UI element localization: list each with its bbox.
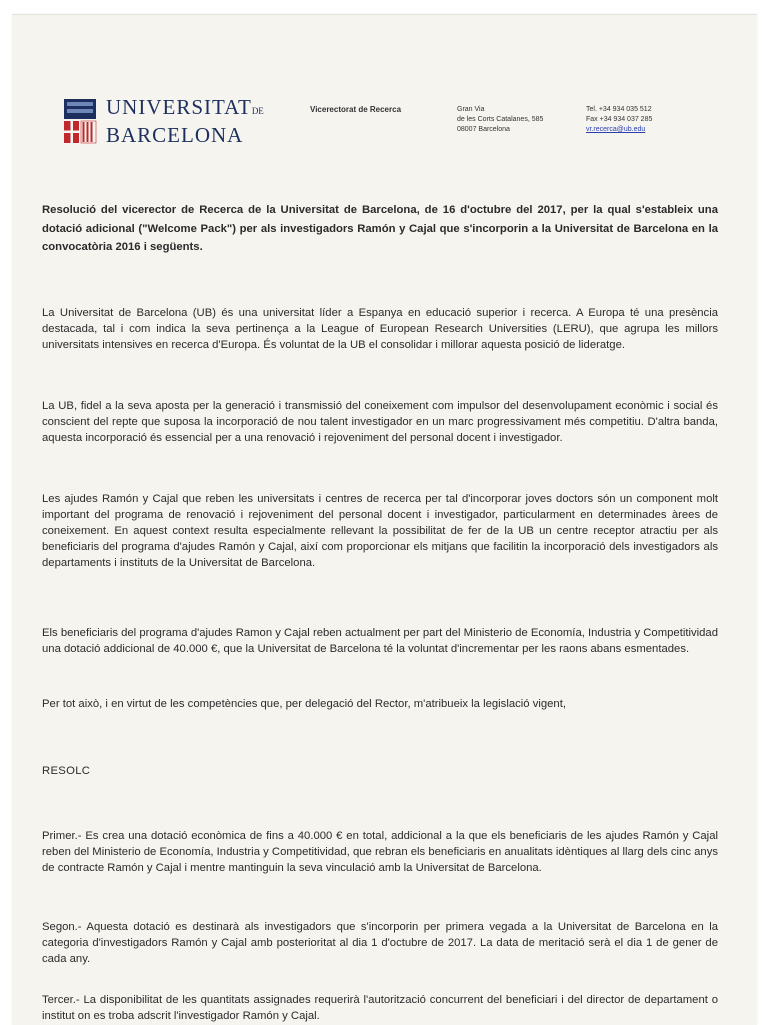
- phone-number: Tel. +34 934 035 512: [586, 106, 652, 113]
- body-paragraph: Per tot això, i en virtut de les competències que, per delegació del Rector, m'atribueix la legislació vigent,: [42, 698, 566, 710]
- university-crest-icon: [62, 97, 98, 147]
- article-primer: Primer.- Es crea una dotació econòmica de fins a 40.000 € en total, addicional a la que els beneficiaris de les ajudes Ramón y Cajal reben del Ministerio de Economía, Industria y Competitividad, que rebran els beneficiaris en anualitats idèntiques al llarg dels cinc anys de contracte Ramón y Cajal i mentre mantinguin la seva vinculació amb la Universitat de Barcelona.: [42, 830, 718, 874]
- logo-line1: UNIVERSITAT: [106, 95, 252, 119]
- logo-wordmark: [106, 95, 264, 147]
- resolution-title: Resolució del vicerector de Recerca de la Universitat de Barcelona, de 16 d'octubre del 2017, per la qual s'estableix una dotació adicional ("Welcome Pack") per als investigadors Ramón y Cajal que s'incorporin a la Universitat de Barcelona en la convocatòria 2016 i següents.: [42, 204, 718, 253]
- body-paragraph: La UB, fidel a la seva aposta per la generació i transmissió del coneixement com impulsor del desenvolupament econòmic i social és conscient del repte que suposa la incorporació de nou talent investigador en un marc progressivament més competitiu. D'altra banda, aquesta incorporació és essencial per a una renovació i rejoveniment del personal docent i investigador.: [42, 400, 718, 444]
- address-line: 08007 Barcelona: [457, 126, 510, 133]
- office-name: Vicerectorat de Recerca: [310, 105, 402, 114]
- body-paragraph: La Universitat de Barcelona (UB) és una universitat líder a Espanya en educació superior i recerca. A Europa té una presència destacada, tal i com indica la seva pertinença a la League of European Research Universities (LERU), que agrupa les millors universitats intensives en recerca d'Europa. És voluntat de la UB el consolidar i millorar aquesta posició de lideratge.: [42, 307, 718, 351]
- article-tercer: Tercer.- La disponibilitat de les quantitats assignades requerirà l'autorització concurrent del beneficiari i del director de departament o institut on es troba adscrit l'investigador Ramón y Cajal.: [42, 994, 718, 1022]
- address-line: de les Corts Catalanes, 585: [457, 116, 544, 123]
- article-segon: Segon.- Aquesta dotació es destinarà als investigadors que s'incorporin per primera vegada a la Universitat de Barcelona en la categoria d'investigadors Ramón y Cajal amb posterioritat al dia 1 d'octubre de 2017. La data de meritació serà el dia 1 de gener de cada any.: [42, 921, 718, 965]
- office-contact: [586, 105, 652, 135]
- body-paragraph: Les ajudes Ramón y Cajal que reben les universitats i centres de recerca per tal d'incorporar joves doctors són un component molt important del programa de renovació i rejoveniment del personal docent i investigador, particularment en determinades àrees de coneixement. En aquest context resulta especialmente rellevant la possibilitat de fer de la UB un centre receptor atractiu per als beneficiaris del programa d'ajudes Ramón y Cajal, així com proporcionar els mitjans que facilitin la incorporació dels investigadors als departaments i instituts de la Universitat de Barcelona.: [42, 493, 718, 569]
- body-paragraph: Els beneficiaris del programa d'ajudes Ramon y Cajal reben actualment per part del Ministerio de Economía, Industria y Competitividad una dotació addicional de 40.000 €, que la Universitat de Barcelona té la voluntat d'incrementar per les raons abans esmentades.: [42, 627, 718, 655]
- office-address: [457, 105, 543, 135]
- address-line: Gran Via: [457, 106, 485, 113]
- email-link[interactable]: vr.recerca@ub.edu: [586, 126, 646, 133]
- university-logo: [62, 95, 287, 151]
- fax-number: Fax +34 934 037 285: [586, 116, 653, 123]
- logo-de: DE: [251, 106, 264, 116]
- logo-line2: BARCELONA: [106, 123, 244, 147]
- document-page: [12, 14, 757, 1025]
- resolc-heading: RESOLC: [42, 765, 91, 777]
